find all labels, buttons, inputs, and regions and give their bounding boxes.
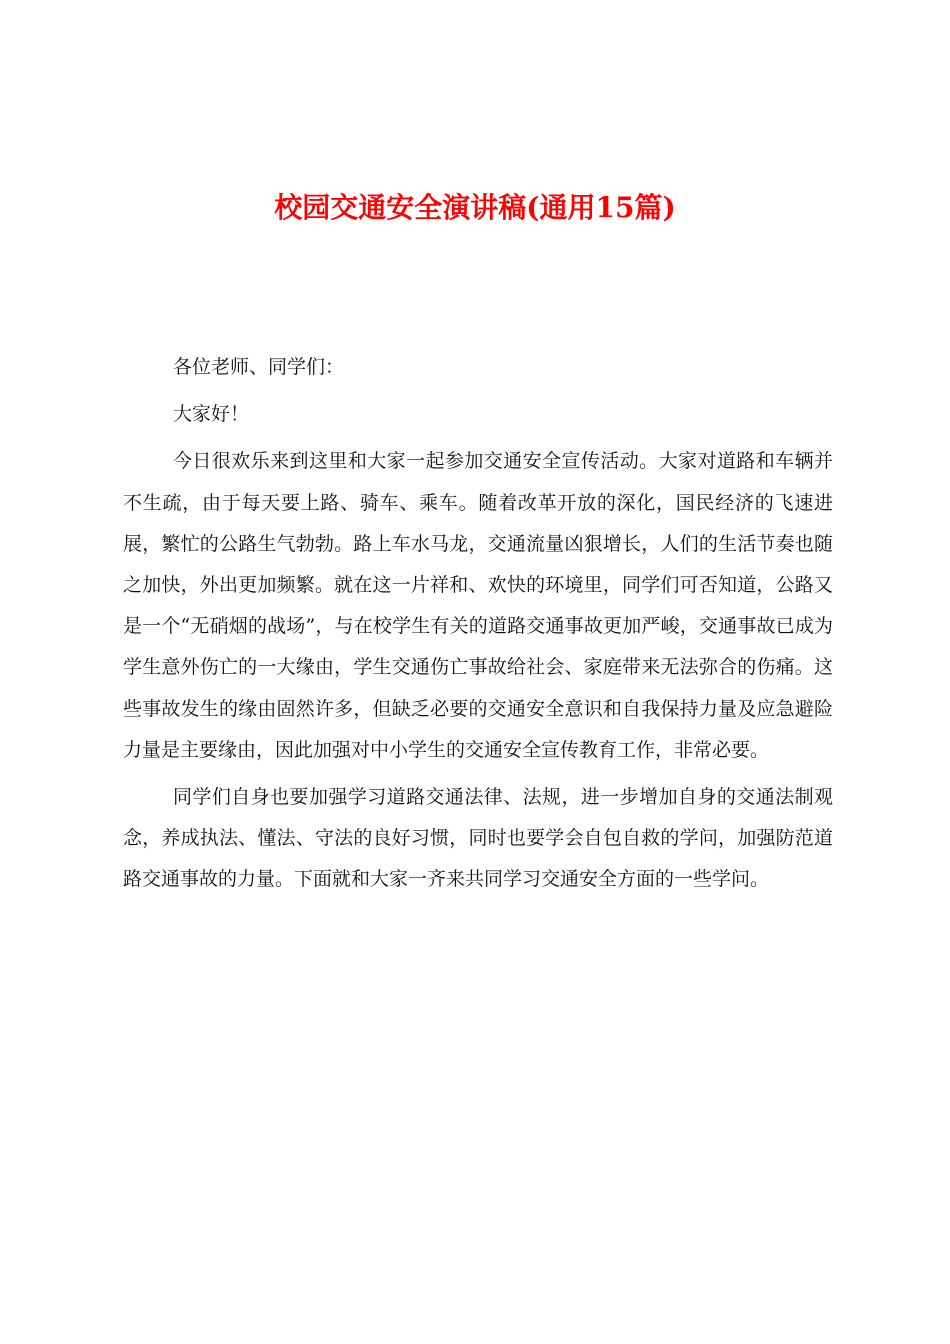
greeting-paragraph: 大家好！ [173,403,250,426]
document-title: 校园交通安全演讲稿(通用15篇) [274,191,676,224]
body-paragraph: 同学们自身也要加强学习道路交通法律、法规，进一步增加自身的交通法制观念，养成执法、懂法、守法的良好习惯，同时也要学会自包自救的学问，加强防范道路交通事故的力量。下面就和大家一齐来共同学习交通安全方面的一些学问。 [123,786,833,891]
document-body [123,347,833,907]
body-paragraph: 今日很欢乐来到这里和大家一起参加交通安全宣传活动。大家对道路和车辆并不生疏，由于每天要上路、骑车、乘车。随着改革开放的深化，国民经济的飞速进展，繁忙的公路生气勃勃。路上车水马龙，交通流量凶狠增长，人们的生活节奏也随之加快，外出更加频繁。就在这一片祥和、欢快的环境里，同学们可否知道，公路又是一个“无硝烟的战场”，与在校学生有关的道路交通事故更加严峻，交通事故已成为学生意外伤亡的一大缘由，学生交通伤亡事故给社会、家庭带来无法弥合的伤痛。这些事故发生的缘由固然许多，但缺乏必要的交通安全意识和自我保持力量及应急避险力量是主要缘由，因此加强对中小学生的交通安全宣传教育工作，非常必要。 [123,450,833,761]
salutation-paragraph: 各位老师、同学们： [173,356,345,378]
